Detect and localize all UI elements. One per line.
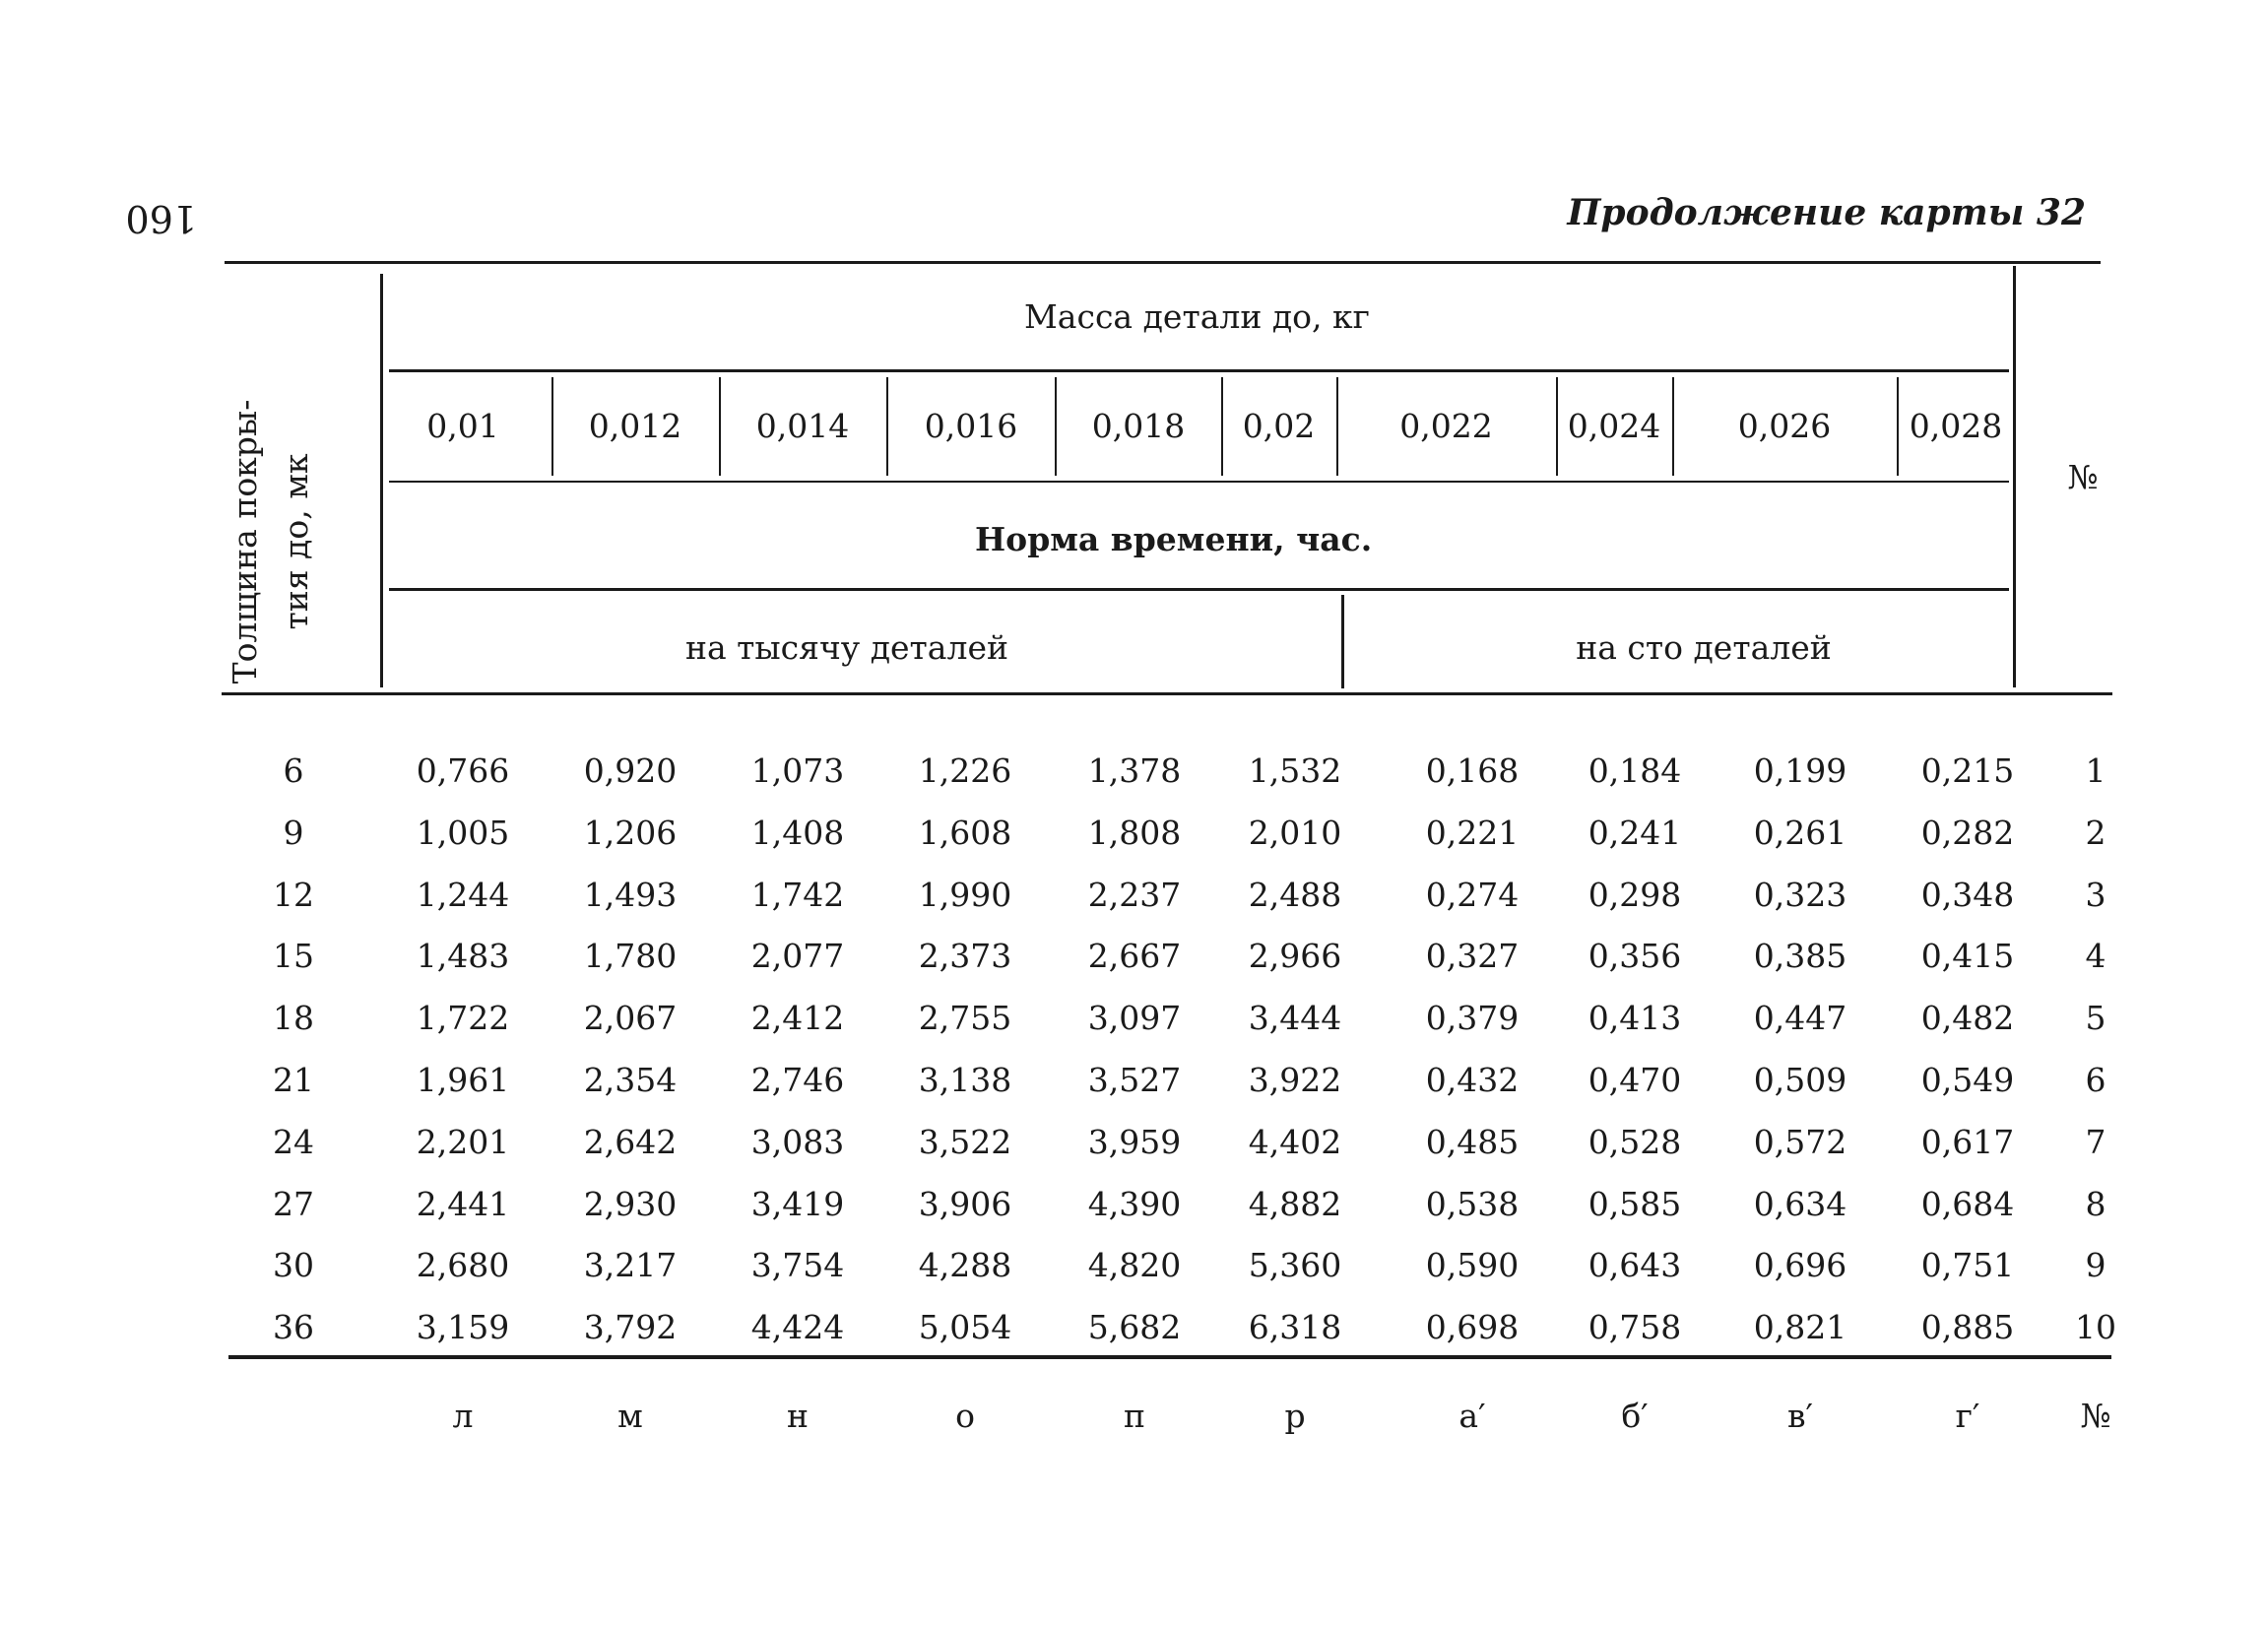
- mass-value: 0,016: [924, 407, 1018, 445]
- table-cell: 0,215: [1920, 751, 2015, 790]
- table-cell: 0,617: [1920, 1122, 2015, 1161]
- table-cell: 0,282: [1920, 813, 2015, 852]
- table-cell: 2,488: [1248, 875, 1342, 914]
- table-cell: 2,746: [750, 1061, 845, 1099]
- table-cell: 4,390: [1087, 1184, 1182, 1223]
- table-cell: 2,201: [416, 1122, 510, 1161]
- table-cell: 6,318: [1248, 1308, 1342, 1347]
- per-hundred-label: на сто деталей: [1576, 628, 1832, 667]
- header-left-border: [380, 274, 383, 687]
- row-number: 10: [2075, 1308, 2116, 1347]
- column-letter: л: [452, 1397, 474, 1435]
- mass-divider: [1055, 377, 1057, 476]
- table-cell: 0,168: [1425, 751, 1520, 790]
- table-cell: 3,922: [1248, 1061, 1342, 1099]
- table-cell: 0,348: [1920, 875, 2015, 914]
- table-cell: 0,528: [1588, 1122, 1682, 1161]
- row-number: 5: [2085, 999, 2106, 1038]
- row-number: 8: [2085, 1184, 2106, 1223]
- table-cell: 5,360: [1248, 1246, 1342, 1285]
- table-cell: 3,097: [1087, 999, 1182, 1038]
- mass-divider: [1336, 377, 1338, 476]
- mass-divider: [719, 377, 721, 476]
- table-cell: 3,159: [416, 1308, 510, 1347]
- row-thickness: 15: [273, 937, 314, 976]
- mass-under-rule: [389, 369, 2009, 372]
- table-cell: 0,413: [1588, 999, 1682, 1038]
- per-group-divider: [1341, 595, 1344, 688]
- table-cell: 2,667: [1087, 937, 1182, 976]
- column-letter: а′: [1458, 1397, 1486, 1435]
- thickness-header-line2: тия до, мк: [277, 453, 315, 630]
- table-cell: 2,077: [750, 937, 845, 976]
- table-cell: 0,696: [1753, 1246, 1847, 1285]
- table-cell: 3,217: [583, 1246, 678, 1285]
- row-thickness: 24: [273, 1122, 314, 1161]
- mass-value: 0,026: [1737, 407, 1832, 445]
- table-cell: 2,966: [1248, 937, 1342, 976]
- row-thickness: 18: [273, 999, 314, 1038]
- row-number: 3: [2085, 875, 2106, 914]
- table-cell: 1,073: [750, 751, 845, 790]
- masses-under-rule: [389, 481, 2009, 483]
- table-cell: 1,206: [583, 813, 678, 852]
- column-letter: п: [1124, 1397, 1145, 1435]
- mass-divider: [551, 377, 553, 476]
- row-thickness: 9: [283, 813, 304, 852]
- table-cell: 0,590: [1425, 1246, 1520, 1285]
- table-cell: 4,882: [1248, 1184, 1342, 1223]
- table-cell: 1,378: [1087, 751, 1182, 790]
- column-letter: о: [955, 1397, 975, 1435]
- table-cell: 3,906: [918, 1184, 1012, 1223]
- row-number: 6: [2085, 1061, 2106, 1099]
- per-thousand-label: на тысячу деталей: [685, 628, 1008, 667]
- table-cell: 5,054: [918, 1308, 1012, 1347]
- mass-value: 0,018: [1091, 407, 1186, 445]
- mass-value: 0,028: [1909, 407, 2003, 445]
- table-cell: 0,538: [1425, 1184, 1520, 1223]
- table-cell: 1,742: [750, 875, 845, 914]
- table-cell: 3,138: [918, 1061, 1012, 1099]
- number-header: №: [2067, 458, 2099, 496]
- table-cell: 0,572: [1753, 1122, 1847, 1161]
- table-cell: 1,808: [1087, 813, 1182, 852]
- table-cell: 0,379: [1425, 999, 1520, 1038]
- row-number: 7: [2085, 1122, 2106, 1161]
- row-thickness: 36: [273, 1308, 314, 1347]
- table-cell: 2,067: [583, 999, 678, 1038]
- row-number: 9: [2085, 1246, 2106, 1285]
- row-number: 4: [2085, 937, 2106, 976]
- table-cell: 5,682: [1087, 1308, 1182, 1347]
- row-number: 2: [2085, 813, 2106, 852]
- table-cell: 0,585: [1588, 1184, 1682, 1223]
- table-cell: 0,549: [1920, 1061, 2015, 1099]
- table-cell: 0,184: [1588, 751, 1682, 790]
- table-cell: 0,241: [1588, 813, 1682, 852]
- mass-divider: [886, 377, 888, 476]
- table-cell: 0,432: [1425, 1061, 1520, 1099]
- table-cell: 2,642: [583, 1122, 678, 1161]
- mass-divider: [1556, 377, 1558, 476]
- table-cell: 0,698: [1425, 1308, 1520, 1347]
- table-cell: 0,327: [1425, 937, 1520, 976]
- table-cell: 2,680: [416, 1246, 510, 1285]
- mass-value: 0,022: [1399, 407, 1493, 445]
- table-cell: 4,820: [1087, 1246, 1182, 1285]
- table-cell: 3,959: [1087, 1122, 1182, 1161]
- table-cell: 0,885: [1920, 1308, 2015, 1347]
- column-letter: н: [787, 1397, 809, 1435]
- table-cell: 0,920: [583, 751, 678, 790]
- table-cell: 0,447: [1753, 999, 1847, 1038]
- mass-value: 0,012: [588, 407, 682, 445]
- table-cell: 4,402: [1248, 1122, 1342, 1161]
- table-cell: 0,634: [1753, 1184, 1847, 1223]
- table-cell: 2,373: [918, 937, 1012, 976]
- column-letter: м: [617, 1397, 643, 1435]
- mass-value: 0,02: [1242, 407, 1316, 445]
- table-cell: 2,755: [918, 999, 1012, 1038]
- table-cell: 0,356: [1588, 937, 1682, 976]
- row-thickness: 6: [283, 751, 304, 790]
- table-cell: 2,930: [583, 1184, 678, 1223]
- column-letter: р: [1284, 1397, 1306, 1435]
- table-cell: 1,990: [918, 875, 1012, 914]
- table-cell: 1,532: [1248, 751, 1342, 790]
- table-cell: 1,780: [583, 937, 678, 976]
- table-cell: 3,444: [1248, 999, 1342, 1038]
- row-thickness: 27: [273, 1184, 314, 1223]
- table-cell: 0,643: [1588, 1246, 1682, 1285]
- table-cell: 0,684: [1920, 1184, 2015, 1223]
- mass-divider: [1672, 377, 1674, 476]
- table-cell: 0,482: [1920, 999, 2015, 1038]
- top-rule: [225, 261, 2101, 264]
- table-cell: 0,385: [1753, 937, 1847, 976]
- table-cell: 1,226: [918, 751, 1012, 790]
- table-cell: 1,961: [416, 1061, 510, 1099]
- mass-value: 0,014: [755, 407, 850, 445]
- table-cell: 1,483: [416, 937, 510, 976]
- mass-label: Масса детали до, кг: [1024, 297, 1370, 336]
- norm-under-rule: [389, 588, 2009, 591]
- table-cell: 2,354: [583, 1061, 678, 1099]
- mass-divider: [1897, 377, 1899, 476]
- table-cell: 3,083: [750, 1122, 845, 1161]
- body-bottom-rule: [228, 1355, 2111, 1359]
- table-cell: 3,522: [918, 1122, 1012, 1161]
- row-thickness: 12: [273, 875, 314, 914]
- mass-divider: [1221, 377, 1223, 476]
- table-cell: 0,298: [1588, 875, 1682, 914]
- table-cell: 1,005: [416, 813, 510, 852]
- table-cell: 0,199: [1753, 751, 1847, 790]
- table-cell: 1,722: [416, 999, 510, 1038]
- header-right-border: [2013, 266, 2016, 687]
- table-cell: 1,493: [583, 875, 678, 914]
- table-cell: 2,441: [416, 1184, 510, 1223]
- table-cell: 0,758: [1588, 1308, 1682, 1347]
- column-letter: в′: [1786, 1397, 1814, 1435]
- mass-value: 0,024: [1567, 407, 1661, 445]
- row-number: 1: [2085, 751, 2106, 790]
- table-cell: 0,485: [1425, 1122, 1520, 1161]
- column-letter: г′: [1955, 1397, 1980, 1435]
- table-cell: 3,754: [750, 1246, 845, 1285]
- table-cell: 0,415: [1920, 937, 2015, 976]
- footer-number-sign: №: [2080, 1397, 2111, 1435]
- table-cell: 0,751: [1920, 1246, 2015, 1285]
- table-cell: 1,608: [918, 813, 1012, 852]
- table-cell: 0,821: [1753, 1308, 1847, 1347]
- table-cell: 0,470: [1588, 1061, 1682, 1099]
- table-cell: 0,261: [1753, 813, 1847, 852]
- thickness-header-line1: Толщина покры-: [226, 399, 264, 684]
- norm-label: Норма времени, час.: [975, 520, 1373, 558]
- table-cell: 2,412: [750, 999, 845, 1038]
- table-cell: 3,527: [1087, 1061, 1182, 1099]
- table-cell: 0,274: [1425, 875, 1520, 914]
- table-cell: 0,766: [416, 751, 510, 790]
- thickness-header: [226, 399, 315, 684]
- row-thickness: 30: [273, 1246, 314, 1285]
- table-cell: 2,237: [1087, 875, 1182, 914]
- table-cell: 0,221: [1425, 813, 1520, 852]
- column-letter: б′: [1621, 1397, 1649, 1435]
- table-cell: 4,288: [918, 1246, 1012, 1285]
- continuation-title: Продолжение карты 32: [1567, 192, 2086, 233]
- table-cell: 3,792: [583, 1308, 678, 1347]
- table-cell: 1,244: [416, 875, 510, 914]
- table-cell: 2,010: [1248, 813, 1342, 852]
- table-cell: 3,419: [750, 1184, 845, 1223]
- row-thickness: 21: [273, 1061, 314, 1099]
- table-cell: 0,323: [1753, 875, 1847, 914]
- table-cell: 4,424: [750, 1308, 845, 1347]
- table-cell: 1,408: [750, 813, 845, 852]
- header-bottom-rule: [222, 692, 2112, 695]
- page-number: 160: [125, 197, 197, 240]
- mass-value: 0,01: [426, 407, 499, 445]
- table-cell: 0,509: [1753, 1061, 1847, 1099]
